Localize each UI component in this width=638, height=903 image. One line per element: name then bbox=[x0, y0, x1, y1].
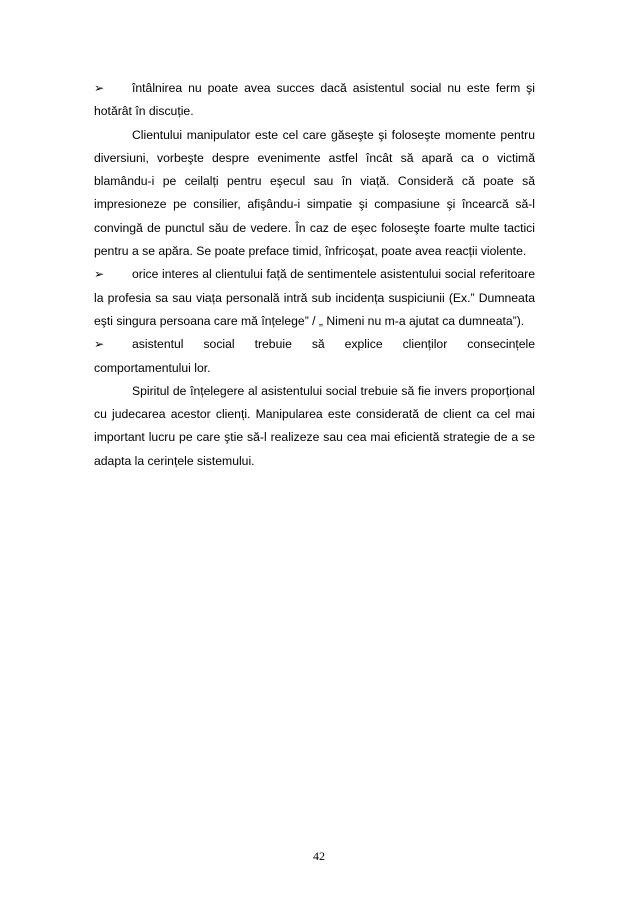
paragraph-text: Spiritul de înțelegere al asistentului social trebuie să fie invers proporțional cu judecarea acestor clienți. Manipularea este considerată de client ca cel mai important lucru pe care ştie să-l realizeze sau cea mai eficientă strategie de a se adapta la cerințele sistemului. bbox=[94, 383, 535, 468]
paragraph-text: asistentul social trebuie să explice clienților consecințele comportamentului lor. bbox=[94, 337, 535, 375]
arrowhead-bullet-icon: ➢ bbox=[94, 267, 105, 282]
arrowhead-bullet-icon: ➢ bbox=[94, 81, 105, 95]
bullet-paragraph bbox=[94, 333, 535, 380]
paragraph-text: Clientului manipulator este cel care găseşte şi foloseşte momente pentru diversiuni, vorbeşte despre evenimente astfel încât să apară ca o victimă blamându-i pe ceilalți pentru eşecul sau în viață. Consideră că poate să impresioneze pe consilier, afişându-i simpatie şi compasiune şi încearcă să-l convingă de punctul său de vedere. În caz de eşec foloseşte foarte multe tactici pentru a se apăra. Se poate preface timid, înfricoşat, poate avea reacții violente. bbox=[94, 127, 535, 259]
bullet-paragraph bbox=[94, 77, 535, 124]
indented-paragraph bbox=[94, 380, 535, 473]
indented-paragraph bbox=[94, 124, 535, 264]
arrowhead-bullet-icon: ➢ bbox=[94, 337, 105, 352]
bullet-paragraph bbox=[94, 263, 535, 333]
page-number: 42 bbox=[313, 849, 325, 863]
body-text bbox=[94, 77, 535, 473]
paragraph-text: orice interes al clientului față de sentimentele asistentului social referitoare la profesia sa sau viața personală intră sub incidența suspiciunii (Ex.” Dumneata eşti singura persoana care mă înțelege” / „ Nimeni nu m-a ajutat ca dumneata”). bbox=[94, 267, 535, 328]
paragraph-text: întâlnirea nu poate avea succes dacă asistentul social nu este ferm şi hotărât în discuție. bbox=[94, 81, 535, 119]
